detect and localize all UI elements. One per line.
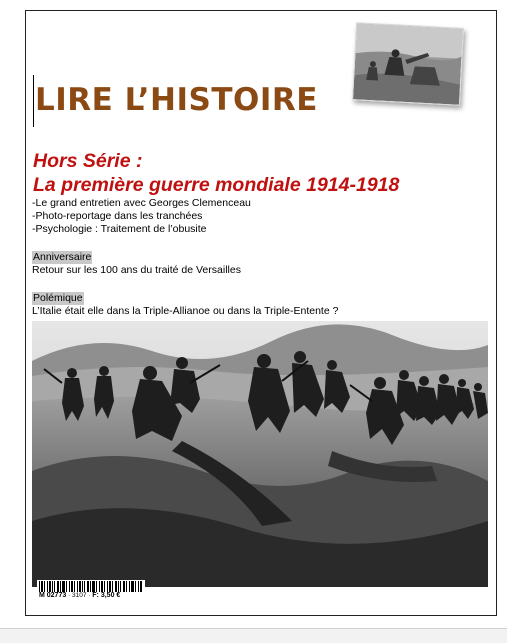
section-tag-anniversary: Anniversaire <box>33 251 92 263</box>
polemic-section[interactable] <box>32 292 338 318</box>
contents-item: -Le grand entretien avec Georges Clemenceau <box>32 197 251 209</box>
barcode-price: F: 3,50 € <box>92 592 121 599</box>
section-tag-polemic: Polémique <box>33 292 83 304</box>
barcode-code-mid: · 3107 · <box>68 592 91 599</box>
section-text-anniversary: Retour sur les 100 ans du traité de Versailles <box>32 264 241 276</box>
special-issue-line-1: Hors Série : <box>33 150 143 172</box>
barcode-bars <box>39 581 143 592</box>
section-text-polemic: L’Italie était elle dans la Triple-Allianoe ou dans la Triple-Entente ? <box>32 305 339 317</box>
special-issue-title[interactable] <box>33 149 399 197</box>
anniversary-section[interactable] <box>32 251 241 277</box>
main-photo[interactable] <box>32 321 488 587</box>
window-bottom-strip <box>0 628 507 643</box>
contents-item: -Psychologie : Traitement de l’obusite <box>32 223 207 235</box>
magazine-cover <box>25 10 497 616</box>
barcode-code-left: M 02773 <box>39 592 67 599</box>
text-cursor <box>33 75 34 127</box>
masthead-title[interactable]: LIRE L’HISTOIRE <box>35 82 318 118</box>
contents-item: -Photo-reportage dans les tranchées <box>32 210 203 222</box>
special-issue-line-2: La première guerre mondiale 1914-1918 <box>33 174 400 196</box>
barcode <box>37 580 145 614</box>
contents-list[interactable] <box>32 197 251 236</box>
corner-photo[interactable] <box>352 22 464 106</box>
barcode-code <box>39 592 120 599</box>
